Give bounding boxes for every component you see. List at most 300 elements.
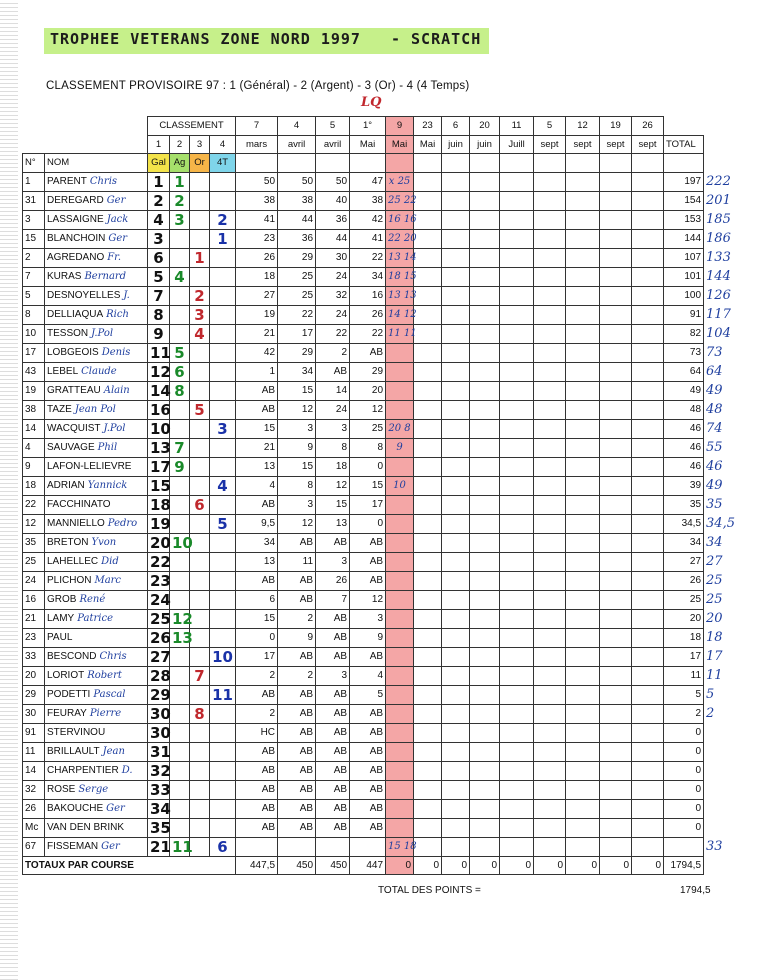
- rank-c3: [190, 419, 210, 438]
- row-new-total-handwritten: 74: [706, 421, 723, 436]
- race-score: 44: [278, 210, 316, 229]
- rider-no: 30: [23, 704, 45, 723]
- new-total-empty: [704, 154, 759, 173]
- row-new-total-handwritten: 55: [706, 440, 723, 455]
- race-score: 19: [236, 305, 278, 324]
- race-score: [534, 400, 566, 419]
- rank-c4: [210, 305, 236, 324]
- rank-c3: 6: [190, 495, 210, 514]
- table-row: [23, 210, 759, 229]
- rank-c2: [170, 286, 190, 305]
- race-score: [442, 704, 470, 723]
- race-score: [632, 419, 664, 438]
- rider-no: 19: [23, 381, 45, 400]
- race-month: juin: [470, 135, 500, 154]
- rank-c4: [210, 267, 236, 286]
- table-row: [23, 818, 759, 837]
- cls-label: Or: [190, 154, 210, 173]
- race-score: AB: [278, 723, 316, 742]
- race-score: [566, 533, 600, 552]
- rider-name: WACQUIST: [47, 423, 101, 434]
- race-score: [414, 704, 442, 723]
- rank-c3: [190, 818, 210, 837]
- rank-c1: 30: [148, 723, 170, 742]
- footer-race-total: 0: [414, 856, 442, 875]
- race-month: avril: [316, 135, 350, 154]
- race-score: [442, 666, 470, 685]
- race-score: [470, 457, 500, 476]
- race-score: [534, 457, 566, 476]
- race-score: [500, 723, 534, 742]
- race-score: [534, 780, 566, 799]
- table-row: [23, 780, 759, 799]
- race-score: AB: [236, 742, 278, 761]
- rank-c2: [170, 305, 190, 324]
- rank-c4: [210, 533, 236, 552]
- race-score: [442, 191, 470, 210]
- rider-no: 15: [23, 229, 45, 248]
- rider-no: 2: [23, 248, 45, 267]
- rider-no: 26: [23, 799, 45, 818]
- rank-c1: 3: [148, 229, 170, 248]
- race-score: 26: [350, 305, 386, 324]
- race-score: 3: [316, 419, 350, 438]
- race-day: 11: [500, 117, 534, 136]
- row-total: 46: [664, 457, 704, 476]
- race-score: [632, 400, 664, 419]
- rank-c2: 6: [170, 362, 190, 381]
- race-score: [470, 666, 500, 685]
- table-row: [23, 381, 759, 400]
- rider-name: LOBGEOIS: [47, 347, 99, 358]
- race-day: 20: [470, 117, 500, 136]
- rank-c1: 9: [148, 324, 170, 343]
- rider-name: LASSAIGNE: [47, 214, 104, 225]
- row-new-total-handwritten: [704, 818, 759, 837]
- race-score: [414, 666, 442, 685]
- rank-c1: 10: [148, 419, 170, 438]
- rank-c4: [210, 495, 236, 514]
- row-total: 5: [664, 685, 704, 704]
- race-score: AB: [316, 647, 350, 666]
- race-score: 38: [278, 191, 316, 210]
- rider-firstname-handwritten: Phil: [97, 442, 118, 453]
- race-score: [470, 818, 500, 837]
- race-score: [566, 609, 600, 628]
- race-score: AB: [316, 799, 350, 818]
- rider-firstname-handwritten: J.: [123, 290, 130, 301]
- race-score: AB: [236, 780, 278, 799]
- rider-firstname-handwritten: D.: [121, 765, 133, 776]
- standings-table: [22, 116, 759, 875]
- race-score: [500, 248, 534, 267]
- row-new-total-handwritten: [704, 799, 759, 818]
- race-score: AB: [350, 647, 386, 666]
- rider-no: 4: [23, 438, 45, 457]
- race-score: [632, 362, 664, 381]
- race-score: [500, 476, 534, 495]
- rank-c2: 4: [170, 267, 190, 286]
- race-score: [500, 780, 534, 799]
- race-score: [386, 628, 414, 647]
- race-score: [534, 514, 566, 533]
- race-day: 5: [316, 117, 350, 136]
- table-row: [23, 837, 759, 856]
- race-score: [442, 248, 470, 267]
- race-score: [534, 362, 566, 381]
- rank-c4: [210, 571, 236, 590]
- rank-c2: [170, 780, 190, 799]
- race-score: [632, 343, 664, 362]
- race-score: 42: [350, 210, 386, 229]
- race-score: 13: [316, 514, 350, 533]
- race-score: [600, 799, 632, 818]
- race-score: [414, 780, 442, 799]
- race-score: 9: [350, 628, 386, 647]
- row-new-total-handwritten: 201: [706, 193, 731, 208]
- race-score: [566, 761, 600, 780]
- race-score: 36: [278, 229, 316, 248]
- row-new-total-handwritten: 126: [706, 288, 731, 303]
- race-score: AB: [278, 647, 316, 666]
- race-score: AB: [236, 685, 278, 704]
- table-row: [23, 172, 759, 191]
- race-score: AB: [316, 704, 350, 723]
- race-month: sept: [566, 135, 600, 154]
- race-score: [442, 780, 470, 799]
- race-score: [386, 571, 414, 590]
- race-score: [566, 647, 600, 666]
- rider-no: 20: [23, 666, 45, 685]
- race-empty: [470, 154, 500, 173]
- race-score: [600, 172, 632, 191]
- race-score: [500, 286, 534, 305]
- race-score: [500, 362, 534, 381]
- race-score: [414, 267, 442, 286]
- race-score: AB: [350, 818, 386, 837]
- race-score: [632, 647, 664, 666]
- race-score: 29: [350, 362, 386, 381]
- race-score: 11: [278, 552, 316, 571]
- race-score: AB: [316, 609, 350, 628]
- scan-edge: [0, 0, 18, 980]
- row-new-total-handwritten: 34: [706, 535, 723, 550]
- row-total: 11: [664, 666, 704, 685]
- race-score: 8: [350, 438, 386, 457]
- race-score: 17: [278, 324, 316, 343]
- rank-c3: 4: [190, 324, 210, 343]
- race-score: [470, 761, 500, 780]
- race-score: [600, 514, 632, 533]
- race-score: [470, 495, 500, 514]
- race-score: [442, 476, 470, 495]
- rank-c1: 14: [148, 381, 170, 400]
- rider-name: STERVINOU: [47, 727, 106, 738]
- rank-c3: 7: [190, 666, 210, 685]
- race-score: [534, 419, 566, 438]
- race-score: 25: [350, 419, 386, 438]
- race-score: 15: [278, 457, 316, 476]
- rider-firstname-handwritten: Chris: [99, 651, 127, 662]
- row-new-total-handwritten: 133: [706, 250, 731, 265]
- rider-no: 9: [23, 457, 45, 476]
- rider-no: 67: [23, 837, 45, 856]
- race-score: [442, 837, 470, 856]
- race-score: 47: [350, 172, 386, 191]
- row-new-total-handwritten: 46: [706, 459, 723, 474]
- race-score: [442, 343, 470, 362]
- race-score: [566, 324, 600, 343]
- race-score: [442, 286, 470, 305]
- race-score: [414, 495, 442, 514]
- rank-c3: [190, 761, 210, 780]
- race-score: [534, 761, 566, 780]
- race-score: [442, 305, 470, 324]
- race-score: [500, 799, 534, 818]
- race-day: 26: [632, 117, 664, 136]
- race-score: 50: [236, 172, 278, 191]
- race-score: 15: [350, 476, 386, 495]
- rider-firstname-handwritten: Jean: [102, 746, 125, 757]
- rider-name-cell: [45, 571, 148, 590]
- rank-c2: [170, 229, 190, 248]
- race-score: [386, 590, 414, 609]
- rider-name: DELLIAQUA: [47, 309, 104, 320]
- race-score: 9: [278, 628, 316, 647]
- rider-firstname-handwritten: Claude: [81, 366, 117, 377]
- race-score: [566, 780, 600, 799]
- rank-c2: 7: [170, 438, 190, 457]
- race-score: HC: [236, 723, 278, 742]
- race-score: AB: [278, 818, 316, 837]
- rider-name-cell: [45, 248, 148, 267]
- rider-no: 24: [23, 571, 45, 590]
- hdr-blank: [23, 135, 148, 154]
- rank-c4: [210, 438, 236, 457]
- race-score: [470, 381, 500, 400]
- rider-name: LAFON-LELIEVRE: [47, 461, 132, 472]
- race-score: [566, 742, 600, 761]
- footer-race-total: 0: [500, 856, 534, 875]
- rider-no: 11: [23, 742, 45, 761]
- race-score: [566, 381, 600, 400]
- race-score: [534, 305, 566, 324]
- race-score: 18 15: [386, 267, 414, 286]
- rank-c4: [210, 590, 236, 609]
- race-score: [470, 609, 500, 628]
- row-total: 17: [664, 647, 704, 666]
- race-score: [600, 533, 632, 552]
- race-score: [500, 191, 534, 210]
- race-score: 22 20: [386, 229, 414, 248]
- row-total: 73: [664, 343, 704, 362]
- rank-c1: 20: [148, 533, 170, 552]
- rank-c1: 34: [148, 799, 170, 818]
- rider-name-cell: [45, 799, 148, 818]
- race-score: AB: [236, 381, 278, 400]
- race-score: [632, 761, 664, 780]
- rider-firstname-handwritten: Bernard: [84, 271, 127, 282]
- race-score: [632, 210, 664, 229]
- race-score: [500, 685, 534, 704]
- race-score: [386, 495, 414, 514]
- row-total: 48: [664, 400, 704, 419]
- race-score: [442, 799, 470, 818]
- race-score: 8: [316, 438, 350, 457]
- table-row: [23, 761, 759, 780]
- race-score: [600, 286, 632, 305]
- rank-c2: 11: [170, 837, 190, 856]
- rider-name-cell: [45, 761, 148, 780]
- race-score: [566, 723, 600, 742]
- race-score: 42: [236, 343, 278, 362]
- rider-name-cell: [45, 742, 148, 761]
- race-score: [414, 533, 442, 552]
- rider-name-cell: [45, 362, 148, 381]
- race-score: 7: [316, 590, 350, 609]
- race-score: 34: [236, 533, 278, 552]
- rider-name-cell: [45, 628, 148, 647]
- race-score: [414, 400, 442, 419]
- race-score: 21: [236, 324, 278, 343]
- row-new-total-handwritten: 33: [706, 839, 723, 854]
- rank-c4: 11: [210, 685, 236, 704]
- table-row: [23, 343, 759, 362]
- race-score: AB: [278, 742, 316, 761]
- table-row: [23, 609, 759, 628]
- row-total: 0: [664, 818, 704, 837]
- race-score: [442, 761, 470, 780]
- rank-c3: [190, 647, 210, 666]
- race-score: 9,5: [236, 514, 278, 533]
- rider-no: 18: [23, 476, 45, 495]
- rider-firstname-handwritten: Jean Pol: [74, 404, 116, 415]
- table-row: [23, 685, 759, 704]
- rider-name-cell: [45, 837, 148, 856]
- race-score: 3: [278, 495, 316, 514]
- race-score: [566, 514, 600, 533]
- race-empty: [386, 154, 414, 173]
- footer-race-total: 447: [350, 856, 386, 875]
- table-row: [23, 723, 759, 742]
- race-day: 5: [534, 117, 566, 136]
- row-new-total-handwritten: 18: [706, 630, 723, 645]
- race-score: AB: [316, 685, 350, 704]
- row-new-total-handwritten: 104: [706, 326, 731, 341]
- cls-num: 4: [210, 135, 236, 154]
- race-score: [600, 666, 632, 685]
- rank-c1: 11: [148, 343, 170, 362]
- rank-c1: 12: [148, 362, 170, 381]
- race-score: 20: [350, 381, 386, 400]
- rank-c1: 23: [148, 571, 170, 590]
- page-title: [44, 28, 489, 54]
- rider-no: 14: [23, 419, 45, 438]
- rank-c3: [190, 438, 210, 457]
- race-score: [600, 818, 632, 837]
- rider-no: 3: [23, 210, 45, 229]
- race-score: [386, 457, 414, 476]
- race-score: [386, 400, 414, 419]
- race-score: [632, 704, 664, 723]
- table-row: [23, 191, 759, 210]
- race-score: AB: [316, 362, 350, 381]
- race-score: AB: [316, 818, 350, 837]
- rank-c1: 28: [148, 666, 170, 685]
- race-score: [414, 362, 442, 381]
- race-score: [470, 571, 500, 590]
- rider-name: ADRIAN: [47, 480, 85, 491]
- race-score: 5: [350, 685, 386, 704]
- race-day: 23: [414, 117, 442, 136]
- cls-num: 3: [190, 135, 210, 154]
- rank-c2: [170, 723, 190, 742]
- race-score: [442, 419, 470, 438]
- race-score: [534, 248, 566, 267]
- race-score: [470, 704, 500, 723]
- rider-no: 25: [23, 552, 45, 571]
- race-score: 15: [278, 381, 316, 400]
- race-score: 17: [236, 647, 278, 666]
- race-score: [600, 837, 632, 856]
- race-month: sept: [600, 135, 632, 154]
- race-empty: [534, 154, 566, 173]
- race-score: [414, 248, 442, 267]
- race-score: 36: [316, 210, 350, 229]
- row-new-total-handwritten: 5: [706, 687, 715, 702]
- row-new-total-handwritten: 49: [706, 478, 723, 493]
- race-score: [386, 362, 414, 381]
- row-new-total-handwritten: 222: [706, 174, 731, 189]
- race-score: 9: [386, 438, 414, 457]
- footer-race-total: 447,5: [236, 856, 278, 875]
- title-suffix: - SCRATCH: [390, 30, 482, 48]
- race-score: [632, 742, 664, 761]
- rank-c2: [170, 685, 190, 704]
- race-month: Juill: [500, 135, 534, 154]
- race-score: AB: [350, 761, 386, 780]
- race-score: [534, 799, 566, 818]
- race-score: 13 13: [386, 286, 414, 305]
- rider-name-cell: [45, 191, 148, 210]
- race-score: 34: [350, 267, 386, 286]
- rank-c4: [210, 704, 236, 723]
- rank-c1: 2: [148, 191, 170, 210]
- rank-c3: [190, 685, 210, 704]
- race-score: 3: [316, 666, 350, 685]
- rank-c3: [190, 172, 210, 191]
- rank-c2: [170, 590, 190, 609]
- race-score: [500, 495, 534, 514]
- race-score: [500, 172, 534, 191]
- row-total: 0: [664, 723, 704, 742]
- race-score: [534, 571, 566, 590]
- race-score: [500, 514, 534, 533]
- race-score: [470, 400, 500, 419]
- race-month: sept: [632, 135, 664, 154]
- race-score: [632, 381, 664, 400]
- race-score: [600, 419, 632, 438]
- race-score: [632, 286, 664, 305]
- race-score: 2: [278, 666, 316, 685]
- rider-no: 35: [23, 533, 45, 552]
- race-score: [534, 343, 566, 362]
- race-score: [414, 210, 442, 229]
- race-score: [470, 210, 500, 229]
- row-total: 153: [664, 210, 704, 229]
- race-score: 32: [316, 286, 350, 305]
- row-total: 0: [664, 761, 704, 780]
